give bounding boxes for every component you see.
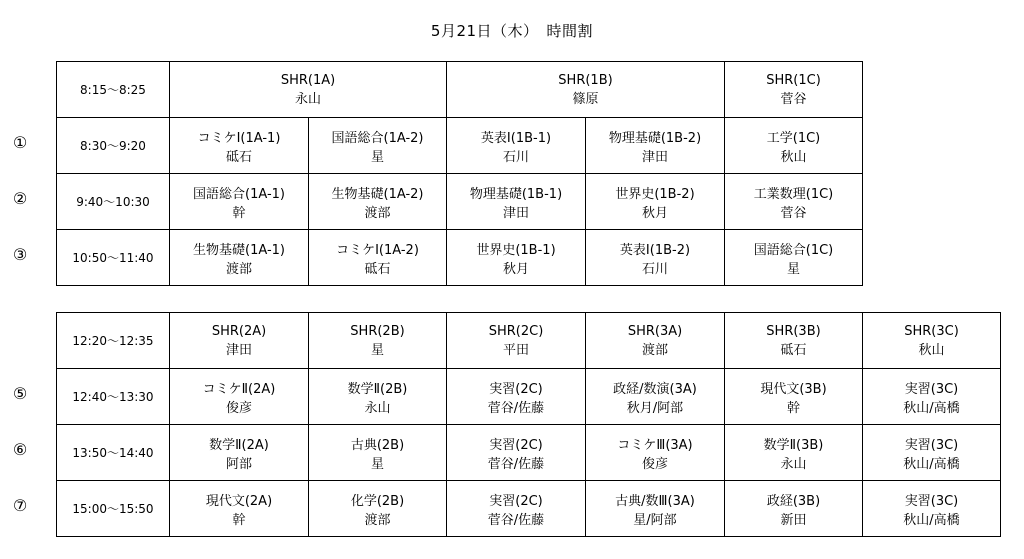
class-cell — [447, 369, 586, 425]
page-title: 5月21日（木） 時間割 — [430, 22, 594, 40]
class-cell — [863, 369, 1001, 425]
class-cell — [170, 481, 309, 537]
teacher: 砥石 — [780, 342, 807, 358]
subject: 世界史(1B-1) — [476, 242, 556, 258]
period-marker-6: ⑥ — [12, 440, 28, 459]
class-cell — [586, 481, 725, 537]
teacher: 津田 — [225, 342, 252, 358]
teacher: 永山 — [780, 456, 807, 472]
class-cell — [447, 174, 586, 230]
subject: 実習(2C) — [489, 437, 543, 453]
shr-cell — [586, 313, 725, 369]
subject: 実習(3C) — [904, 437, 959, 453]
teacher: 星/阿部 — [633, 512, 677, 528]
teacher: 星 — [370, 149, 384, 165]
subject: コミケⅠ(1A-2) — [336, 242, 419, 258]
teacher: 永山 — [364, 400, 391, 416]
class-cell — [309, 230, 447, 286]
class-cell — [586, 174, 725, 230]
subject: SHR(3C) — [904, 323, 959, 339]
teacher: 幹 — [232, 205, 246, 221]
teacher: 幹 — [232, 512, 246, 528]
teacher: 幹 — [786, 400, 800, 416]
period-marker-3: ③ — [12, 245, 28, 264]
teacher: 石川 — [502, 149, 529, 165]
subject: SHR(2A) — [211, 323, 267, 339]
teacher: 秋月 — [641, 205, 668, 221]
class-cell — [309, 481, 447, 537]
subject: 政経/数演(3A) — [613, 381, 697, 397]
subject: コミケⅠ(1A-1) — [197, 130, 281, 146]
class-cell — [170, 369, 309, 425]
teacher: 俊彦 — [641, 456, 668, 472]
teacher: 菅谷/佐藤 — [487, 400, 545, 416]
teacher: 菅谷 — [780, 205, 807, 221]
class-cell — [586, 230, 725, 286]
time-cell: 15:00～15:50 — [57, 481, 170, 537]
table-row — [57, 118, 863, 174]
subject: 古典/数Ⅲ(3A) — [615, 493, 695, 509]
teacher: 渡部 — [364, 512, 391, 528]
table-row — [57, 230, 863, 286]
table-row — [57, 174, 863, 230]
class-cell — [725, 481, 863, 537]
subject: 工業数理(1C) — [753, 186, 834, 202]
table-row — [57, 62, 863, 118]
teacher: 俊彦 — [225, 400, 252, 416]
teacher: 秋山/高橋 — [903, 400, 960, 416]
subject: SHR(1B) — [558, 72, 613, 88]
subject: 実習(3C) — [904, 381, 959, 397]
teacher: 渡部 — [225, 261, 252, 277]
subject: SHR(2B) — [350, 323, 405, 339]
teacher: 新田 — [780, 512, 807, 528]
class-cell — [863, 481, 1001, 537]
subject: SHR(2C) — [488, 323, 544, 339]
class-cell — [725, 425, 863, 481]
subject: コミケⅡ(2A) — [202, 381, 276, 397]
teacher: 砥石 — [364, 261, 391, 277]
subject: 英表Ⅰ(1B-2) — [619, 242, 691, 258]
teacher: 秋山/高橋 — [903, 456, 960, 472]
subject: 生物基礎(1A-2) — [331, 186, 424, 202]
teacher: 石川 — [641, 261, 668, 277]
class-cell — [309, 369, 447, 425]
teacher: 秋山/高橋 — [903, 512, 960, 528]
subject: 政経(3B) — [766, 493, 821, 509]
class-cell — [863, 425, 1001, 481]
subject: 英表Ⅰ(1B-1) — [480, 130, 552, 146]
subject: 物理基礎(1B-1) — [469, 186, 563, 202]
teacher: 秋月 — [502, 261, 529, 277]
shr-cell-1c — [725, 62, 863, 118]
teacher: 星 — [370, 456, 384, 472]
subject: 化学(2B) — [350, 493, 405, 509]
table-row — [57, 481, 1001, 537]
teacher: 秋山 — [780, 149, 807, 165]
class-cell — [725, 174, 863, 230]
period-marker-5: ⑤ — [12, 384, 28, 403]
subject: 実習(3C) — [904, 493, 959, 509]
teacher: 砥石 — [225, 149, 252, 165]
subject: 実習(2C) — [489, 381, 543, 397]
shr-cell — [447, 313, 586, 369]
subject: 数学Ⅱ(3B) — [763, 437, 824, 453]
period-marker-1: ① — [12, 133, 28, 152]
shr-cell — [309, 313, 447, 369]
class-cell — [586, 118, 725, 174]
subject: 工学(1C) — [766, 130, 821, 146]
shr-cell — [170, 313, 309, 369]
class-cell — [447, 481, 586, 537]
subject: 実習(2C) — [489, 493, 543, 509]
shr-cell-1a — [170, 62, 447, 118]
class-cell — [725, 118, 863, 174]
time-cell: 12:40～13:30 — [57, 369, 170, 425]
time-cell: 8:30～9:20 — [57, 118, 170, 174]
subject: 現代文(3B) — [760, 381, 827, 397]
class-cell — [309, 174, 447, 230]
teacher: 永山 — [294, 91, 321, 107]
table-row — [57, 313, 1001, 369]
subject: 現代文(2A) — [205, 493, 273, 509]
class-cell — [309, 425, 447, 481]
class-cell — [170, 118, 309, 174]
afternoon-timetable — [56, 312, 1001, 537]
subject: 物理基礎(1B-2) — [608, 130, 702, 146]
teacher: 平田 — [502, 342, 529, 358]
teacher: 星 — [786, 261, 800, 277]
subject: SHR(3A) — [627, 323, 683, 339]
period-marker-2: ② — [12, 189, 28, 208]
teacher: 菅谷/佐藤 — [487, 512, 545, 528]
time-cell: 8:15～8:25 — [57, 62, 170, 118]
class-cell — [447, 118, 586, 174]
teacher: 秋月/阿部 — [626, 400, 684, 416]
time-cell: 12:20～12:35 — [57, 313, 170, 369]
subject: 国語総合(1C) — [753, 242, 834, 258]
class-cell — [725, 369, 863, 425]
class-cell — [447, 425, 586, 481]
class-cell — [170, 230, 309, 286]
subject: SHR(1C) — [766, 72, 821, 88]
teacher: 菅谷 — [780, 91, 807, 107]
morning-timetable — [56, 61, 863, 286]
subject: SHR(3B) — [766, 323, 821, 339]
shr-cell-1b — [447, 62, 725, 118]
class-cell — [725, 230, 863, 286]
subject: 古典(2B) — [350, 437, 405, 453]
teacher: 菅谷/佐藤 — [487, 456, 545, 472]
subject: 数学Ⅱ(2A) — [209, 437, 269, 453]
shr-cell — [725, 313, 863, 369]
class-cell — [170, 174, 309, 230]
subject: SHR(1A) — [280, 72, 336, 88]
class-cell — [586, 369, 725, 425]
teacher: 星 — [370, 342, 384, 358]
time-cell: 10:50～11:40 — [57, 230, 170, 286]
class-cell — [309, 118, 447, 174]
subject: 世界史(1B-2) — [615, 186, 695, 202]
teacher: 津田 — [641, 149, 668, 165]
table-row — [57, 369, 1001, 425]
teacher: 津田 — [502, 205, 529, 221]
shr-cell — [863, 313, 1001, 369]
subject: 数学Ⅱ(2B) — [347, 381, 408, 397]
subject: コミケⅢ(3A) — [617, 437, 693, 453]
teacher: 阿部 — [225, 456, 252, 472]
teacher: 篠原 — [572, 91, 599, 107]
time-cell: 9:40～10:30 — [57, 174, 170, 230]
subject: 生物基礎(1A-1) — [193, 242, 285, 258]
teacher: 渡部 — [364, 205, 391, 221]
class-cell — [170, 425, 309, 481]
subject: 国語総合(1A-1) — [193, 186, 285, 202]
time-cell: 13:50～14:40 — [57, 425, 170, 481]
teacher: 渡部 — [641, 342, 668, 358]
teacher: 秋山 — [918, 342, 945, 358]
period-marker-7: ⑦ — [12, 496, 28, 515]
table-row — [57, 425, 1001, 481]
subject: 国語総合(1A-2) — [331, 130, 424, 146]
class-cell — [447, 230, 586, 286]
class-cell — [586, 425, 725, 481]
